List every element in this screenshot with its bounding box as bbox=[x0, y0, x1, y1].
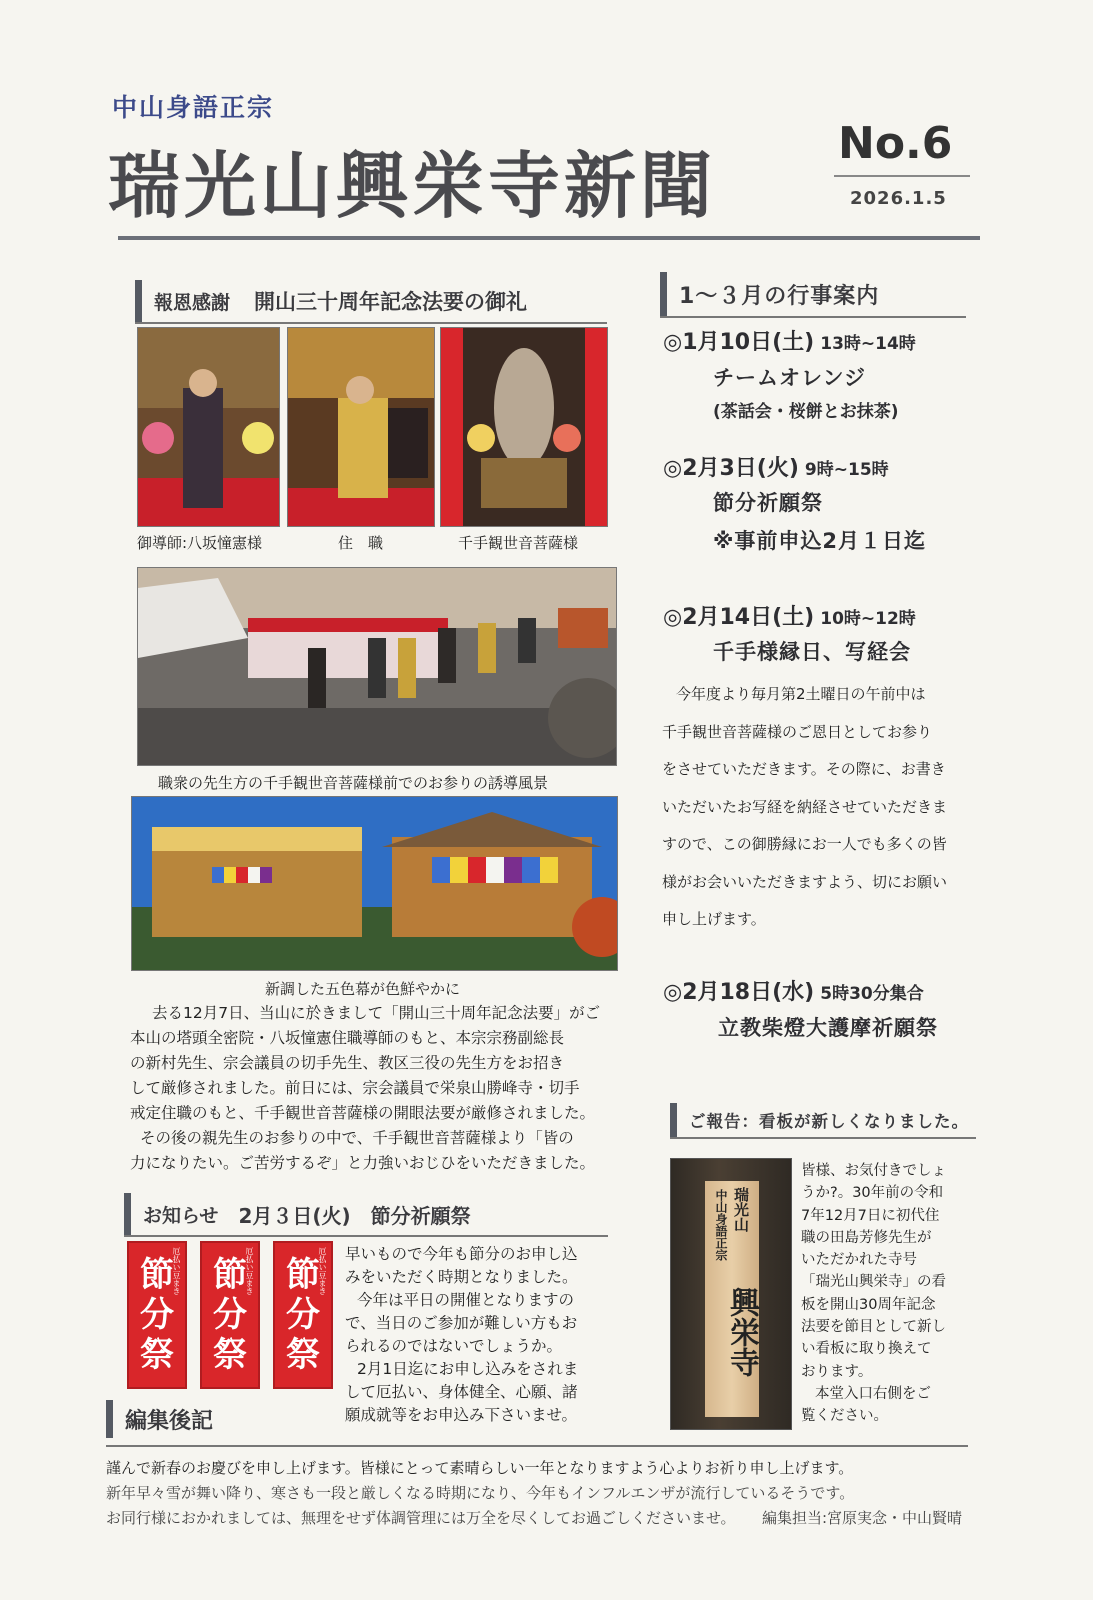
sign-photo bbox=[670, 1158, 792, 1430]
event-1-date-text: ◎1月10日(土) bbox=[663, 330, 815, 355]
photo-procession bbox=[137, 567, 617, 766]
event-2-title: 節分祈願祭 bbox=[713, 491, 823, 515]
notice-line-4: で、当日のご参加が難しい方もお bbox=[345, 1314, 578, 1332]
issue-date: 2026.1.5 bbox=[850, 188, 947, 209]
sign-temple-text: 興栄寺 bbox=[724, 1287, 759, 1377]
thanks-heading: 開山三十周年記念法要の御礼 bbox=[254, 290, 528, 314]
photo-banners-image bbox=[132, 797, 617, 970]
heading-bar bbox=[106, 1400, 113, 1438]
caption-jushoku: 住 職 bbox=[338, 534, 384, 552]
event-1-note: (茶話会・桜餅とお抹茶) bbox=[713, 402, 899, 422]
flag-small-text: 厄払い豆まき bbox=[172, 1247, 181, 1295]
event-4-date bbox=[663, 975, 924, 1006]
report-line-12: 覧ください。 bbox=[801, 1408, 888, 1425]
flag-small-text: 厄払い豆まき bbox=[318, 1247, 327, 1295]
heading-bar bbox=[135, 280, 142, 322]
event-2-date-text: ◎2月3日(火) bbox=[663, 456, 799, 481]
report-line-4: 職の田島芳修先生が bbox=[801, 1229, 932, 1246]
editorial-line-3: お同行様におかれましては、無理をせず体調管理には万全を尽くしてお過ごしくださいませ。 bbox=[106, 1509, 736, 1527]
event-3-line-6: 様がお会いいただきますよう、切にお願い bbox=[662, 872, 948, 891]
report-line-6: 「瑞光山興栄寺」の看 bbox=[801, 1274, 946, 1291]
event-3-line-1: 今年度より毎月第2土曜日の午前中は bbox=[676, 685, 926, 703]
thanks-line-3: の新村先生、宗会議員の切手先生、教区三役の先生方をお招き bbox=[130, 1054, 565, 1072]
event-3-title: 千手様縁日、写経会 bbox=[713, 640, 911, 664]
footer-divider bbox=[106, 1445, 968, 1447]
event-3-date bbox=[663, 600, 916, 631]
flag-big-text: 節分祭 bbox=[286, 1255, 320, 1375]
caption-banners: 新調した五色幕が色鮮やかに bbox=[265, 980, 461, 998]
editorial-line-1: 謹んで新春のお慶びを申し上げます。皆様にとって素晴らしい一年となりますよう心よりお祈り申し上げます。 bbox=[106, 1459, 854, 1477]
issue-divider bbox=[834, 175, 970, 177]
caption-doshi: 御導師:八坂憧憲様 bbox=[137, 534, 263, 552]
sign-sect-text: 中山身語正宗 bbox=[714, 1189, 728, 1261]
header-divider bbox=[118, 236, 980, 240]
sign-mountain-text: 瑞光山 bbox=[732, 1187, 750, 1232]
newsletter-title: 瑞光山興栄寺新聞 bbox=[108, 144, 717, 228]
event-1-date bbox=[663, 325, 916, 356]
caption-kannon: 千手観世音菩薩様 bbox=[458, 534, 579, 552]
notice-body bbox=[345, 1243, 610, 1427]
event-3-time: 10時~12時 bbox=[820, 609, 916, 629]
notice-line-5: られるのではないでしょうか。 bbox=[345, 1337, 563, 1355]
photo-kannon-image bbox=[441, 328, 607, 526]
report-line-5: いただかれた寺号 bbox=[801, 1252, 917, 1269]
report-heading: ご報告：看板が新しくなりました。 bbox=[689, 1112, 969, 1131]
event-4-date-text: ◎2月18日(水) bbox=[663, 980, 815, 1005]
heading-bar bbox=[660, 272, 667, 316]
editorial-editors: 編集担当:宮原実念・中山賢晴 bbox=[762, 1509, 963, 1527]
report-line-11: 本堂入口右側をご bbox=[815, 1385, 931, 1402]
notice-line-7: して厄払い、身体健全、心願、諸 bbox=[345, 1383, 578, 1401]
setsubun-flag-3 bbox=[273, 1241, 333, 1389]
event-3-body bbox=[662, 676, 972, 939]
event-4-time: 5時30分集合 bbox=[820, 984, 924, 1004]
flag-big-text: 節分祭 bbox=[213, 1255, 247, 1375]
event-2-date bbox=[663, 451, 889, 482]
thanks-line-1: 去る12月7日、当山に於きまして「開山三十周年記念法要」がご bbox=[152, 1004, 601, 1022]
issue-number: No.6 bbox=[838, 118, 953, 169]
notice-section-heading bbox=[124, 1193, 608, 1237]
notice-line-8: 願成就等をお申込み下さいませ。 bbox=[345, 1406, 578, 1424]
notice-line-2: みをいただく時期となりました。 bbox=[345, 1268, 578, 1286]
editorial-line-2: 新年早々雪が舞い降り、寒さも一段と厳しくなる時期になり、今年もインフルエンザが流行しているそうです。 bbox=[106, 1484, 855, 1502]
event-2-note: ※事前申込2月１日迄 bbox=[713, 529, 927, 553]
thanks-line-7: 力になりたい。ご苦労するぞ」と力強いおじひをいただきました。 bbox=[130, 1154, 596, 1172]
thanks-kicker: 報恩感謝 bbox=[154, 291, 231, 314]
heading-bar bbox=[670, 1103, 677, 1137]
sect-name: 中山身語正宗 bbox=[112, 93, 275, 122]
report-body bbox=[801, 1160, 969, 1428]
thanks-line-2: 本山の塔頭全密院・八坂憧憲住職導師のもと、本宗宗務副総長 bbox=[130, 1029, 565, 1047]
thanks-line-6: その後の親先生のお参りの中で、千手観世音菩薩様より「皆の bbox=[140, 1129, 574, 1147]
setsubun-flag-2 bbox=[200, 1241, 260, 1389]
caption-procession: 職衆の先生方の千手観世音菩薩様前でのお参りの誘導風景 bbox=[158, 774, 549, 792]
heading-bar bbox=[124, 1193, 131, 1235]
notice-line-6: 2月1日迄にお申し込みをされま bbox=[357, 1360, 579, 1378]
photo-doshi bbox=[137, 327, 280, 527]
notice-line-1: 早いもので今年も節分のお申し込 bbox=[345, 1245, 578, 1263]
report-line-2: うか?。30年前の令和 bbox=[801, 1185, 944, 1202]
thanks-line-4: して厳修されました。前日には、宗会議員で栄泉山勝峰寺・切手 bbox=[130, 1079, 580, 1097]
event-2-time: 9時~15時 bbox=[804, 460, 889, 480]
thanks-line-5: 戒定住職のもと、千手観世音菩薩様の開眼法要が厳修されました。 bbox=[130, 1104, 596, 1122]
event-3-line-3: をさせていただきます。その際に、お書き bbox=[662, 760, 946, 778]
event-3-date-text: ◎2月14日(土) bbox=[663, 605, 815, 630]
event-3-line-2: 千手観世音菩薩様のご恩日としてお参り bbox=[662, 722, 933, 741]
event-3-line-7: 申し上げます。 bbox=[662, 910, 766, 928]
notice-heading: 2月３日(火) 節分祈願祭 bbox=[238, 1203, 471, 1228]
setsubun-flag-1 bbox=[127, 1241, 187, 1389]
event-4-title: 立教柴燈大護摩祈願祭 bbox=[718, 1016, 938, 1040]
report-line-3: 7年12月7日に初代住 bbox=[801, 1207, 940, 1224]
report-line-1: 皆様、お気付きでしょ bbox=[801, 1163, 946, 1179]
event-1-title: チームオレンジ bbox=[713, 366, 866, 390]
event-3-line-5: すので、この御勝縁にお一人でも多くの皆 bbox=[662, 835, 947, 853]
events-section-heading bbox=[660, 272, 966, 318]
event-1-time: 13時~14時 bbox=[820, 334, 916, 354]
photo-jushoku-image bbox=[288, 328, 434, 526]
notice-line-3: 今年は平日の開催となりますの bbox=[357, 1291, 575, 1309]
report-line-10: おります。 bbox=[801, 1363, 873, 1380]
flag-small-text: 厄払い豆まき bbox=[245, 1247, 254, 1295]
thanks-section-heading bbox=[135, 280, 607, 324]
photo-doshi-image bbox=[138, 328, 279, 526]
report-line-8: 法要を節目として新し bbox=[801, 1319, 946, 1336]
report-line-7: 板を開山30周年記念 bbox=[801, 1296, 936, 1313]
event-3-line-4: いただいたお写経を納経させていただきま bbox=[662, 797, 948, 816]
events-heading: 1～３月の行事案内 bbox=[679, 283, 880, 309]
notice-kicker: お知らせ bbox=[143, 1204, 219, 1227]
editorial-title: 編集後記 bbox=[125, 1408, 214, 1434]
photo-jushoku bbox=[287, 327, 435, 527]
thanks-body bbox=[130, 1001, 620, 1176]
photo-banners bbox=[131, 796, 618, 971]
editorial-heading bbox=[106, 1400, 213, 1438]
photo-procession-image bbox=[138, 568, 616, 765]
photo-kannon bbox=[440, 327, 608, 527]
flag-big-text: 節分祭 bbox=[140, 1255, 174, 1375]
report-line-9: い看板に取り換えて bbox=[801, 1341, 932, 1358]
report-section-heading bbox=[670, 1103, 976, 1139]
